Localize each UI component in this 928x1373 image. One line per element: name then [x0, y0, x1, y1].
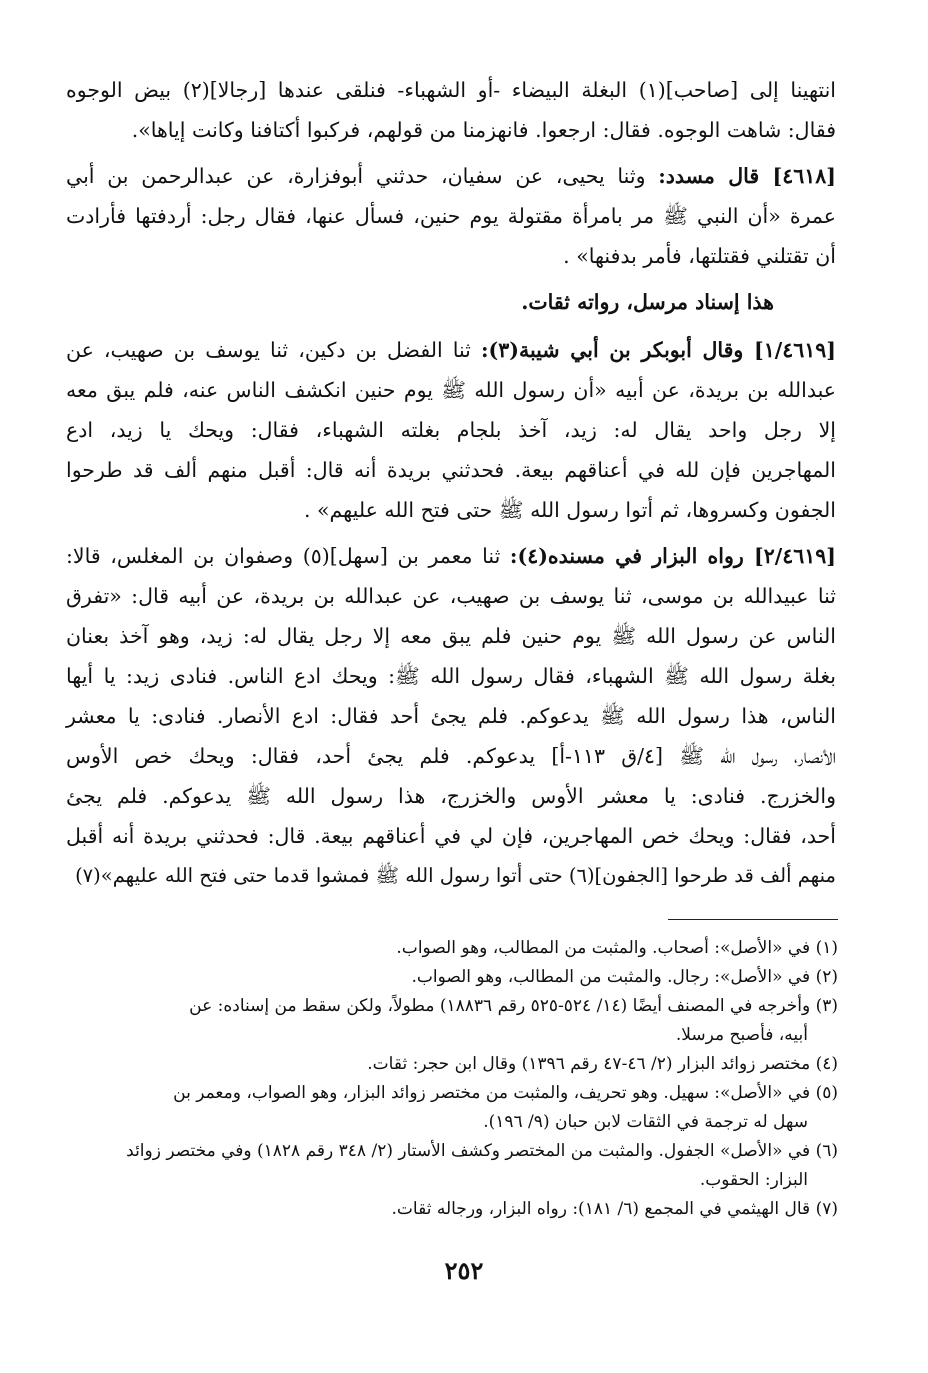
footnote-7: (٧) قال الهيثمي في المجمع (٦/ ١٨١): رواه البزار، ورجاله ثقات. [391, 1199, 838, 1219]
text-line: ثنا عبيدالله بن موسى، ثنا يوسف بن صهيب، عن عبدالله بن بريدة، عن أبيه قال: «تفرق [66, 584, 836, 608]
text-line: الأنصار، رسول الله ﷺ [٤/ق ١١٣-أ] يدعوكم. فلم يجئ أحد، فقال: ويحك خص الأوس [66, 744, 836, 768]
text-line: والخزرج. فنادى: يا معشر الأوس والخزرج، هذا رسول الله ﷺ يدعوكم. فلم يجئ [66, 784, 836, 808]
text-line: الجفون وكسروها، ثم أتوا رسول الله ﷺ حتى فتح الله عليهم» . [303, 498, 836, 522]
text-fragment: ثنا معمر بن [سهل](٥) وصفوان بن المغلس، قالا: [66, 544, 501, 568]
text-line: المهاجرين فإن لله في أعناقهم بيعة. فحدثني بريدة أنه قال: أقبل منهم ألف قد طرحوا [66, 458, 836, 482]
footnote-divider [668, 919, 838, 920]
text-line: انتهينا إلى [صاحب](١) البغلة البيضاء -أو الشهباء- فنلقى عندها [رجالا](٢) بيض الوجوه [66, 78, 836, 102]
footnote-4: (٤) مختصر زوائد البزار (٢/ ٤٦-٤٧ رقم ١٣٩٦) وقال ابن حجر: ثقات. [367, 1054, 838, 1074]
text-line [66, 536, 836, 576]
text-line: عمرة «أن النبي ﷺ مر بامرأة مقتولة يوم حنين، فسأل عنها، فقال رجل: أردفتها فأرادت [66, 204, 836, 228]
paragraph-4619-1 [66, 330, 836, 530]
text-line: بغلة رسول الله ﷺ الشهباء، فقال رسول الله ﷺ: ويحك ادع الناس. فنادى زيد: يا أيها [66, 664, 836, 688]
page-number: ٢٥٢ [444, 1256, 484, 1285]
text-line: أحد، فقال: ويحك خص المهاجرين، فإن لي في أعناقهم بيعة. قال: فحدثني بريدة أنه أقبل [66, 824, 836, 848]
text-line: إلا رجل واحد يقال له: زيد، آخذ بلجام بغلته الشهباء، فقال: ويحك يا زيد، ادع [66, 418, 836, 442]
footnote-6: (٦) في «الأصل» الجفول. والمثبت من المختصر وكشف الأستار (٢/ ٣٤٨ رقم ١٨٢٨) وفي مختصر زوائد [126, 1141, 838, 1161]
paragraph-intro [66, 70, 836, 150]
footnote-1: (١) في «الأصل»: أصحاب. والمثبت من المطالب، وهو الصواب. [396, 938, 838, 958]
paragraph-4618 [66, 156, 836, 276]
footnote-2: (٢) في «الأصل»: رجال. والمثبت من المطالب، وهو الصواب. [411, 967, 838, 987]
hadith-heading: [٤٦١٨] قال مسدد: [658, 164, 836, 188]
text-line: الناس عن رسول الله ﷺ يوم حنين فلم يبق معه إلا رجل يقال له: زيد، وهو آخذ بعنان [66, 624, 836, 648]
hadith-heading: [٢/٤٦١٩] رواه البزار في مسنده(٤): [509, 544, 836, 568]
hadith-heading: [١/٤٦١٩] وقال أبوبكر بن أبي شيبة(٣): [480, 338, 836, 362]
footnotes [66, 934, 838, 1224]
text-line: أن تقتلني فقتلتها، فأمر بدفنها» . [563, 244, 836, 268]
footnote-3-continued: أبيه، فأصبح مرسلا. [675, 1025, 808, 1045]
text-line: عبدالله بن بريدة، عن أبيه «أن رسول الله ﷺ يوم حنين انكشف الناس عنه، فلم يبق معه [66, 378, 836, 402]
text-line: الناس، هذا رسول الله ﷺ يدعوكم. فلم يجئ أحد فقال: ادع الأنصار. فنادى: يا معشر [66, 704, 836, 728]
text-line: منهم ألف قد طرحوا [الجفون](٦) حتى أتوا رسول الله ﷺ فمشوا قدما حتى فتح الله عليهم»(٧) [75, 864, 836, 887]
text-fragment: ثنا الفضل بن دكين، ثنا يوسف بن صهيب، عن [66, 338, 471, 362]
footnote-6-continued: البزار: الحقوب. [699, 1170, 808, 1190]
text-line: فقال: شاهت الوجوه. فقال: ارجعوا. فانهزمنا من قولهم، فركبوا أكتافنا وكانت إياها». [131, 118, 836, 142]
paragraph-4619-2 [66, 536, 836, 896]
isnad-conclusion: هذا إسناد مرسل، رواته ثقات. [521, 290, 774, 314]
text-line [66, 156, 836, 196]
text-line [66, 330, 836, 370]
main-text [66, 70, 836, 902]
footnote-5-continued: سهل له ترجمة في الثقات لابن حبان (٩/ ١٩٦). [483, 1112, 808, 1132]
footnote-3: (٣) وأخرجه في المصنف أيضًا (١٤/ ٥٢٤-٥٢٥ رقم ١٨٨٣٦) مطولاً، ولكن سقط من إسناده: عن [189, 996, 838, 1016]
text-fragment: وثنا يحيى، عن سفيان، حدثني أبوفزارة، عن عبدالرحمن بن أبي [66, 164, 646, 188]
footnote-5: (٥) في «الأصل»: سهيل. وهو تحريف، والمثبت من مختصر زوائد البزار، وهو الصواب، ومعمر بن [173, 1083, 838, 1103]
